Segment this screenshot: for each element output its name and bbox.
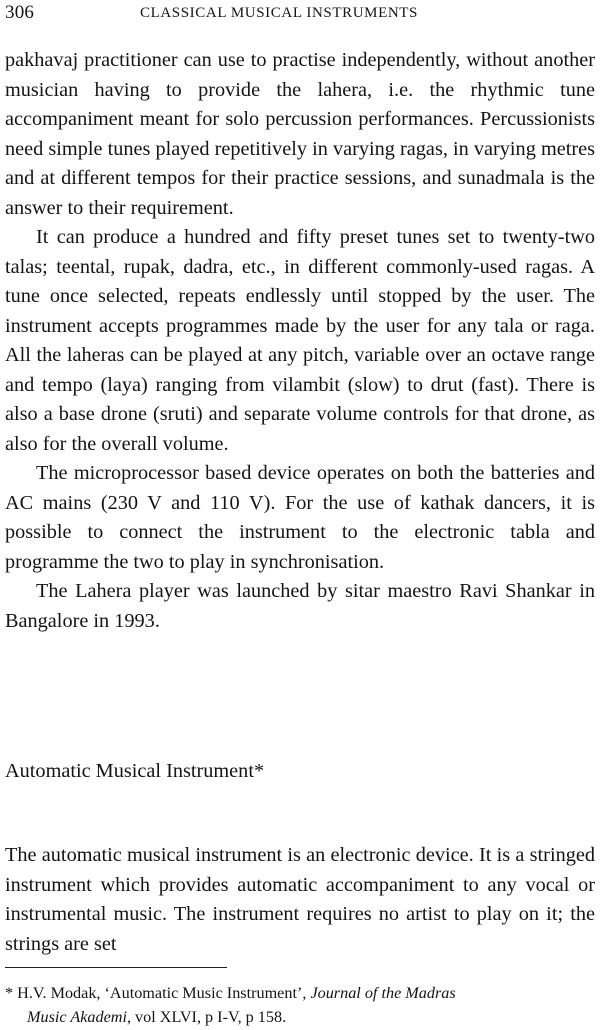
footnote [5, 982, 595, 1029]
body-text [5, 46, 595, 636]
paragraph-microprocessor: The microprocessor based device operates on both the batteries and AC mains (230 V and 110 V). For the use of kathak dancers, it is possible to connect the instrument to the electronic tabla and programme the two to play in synchronisation. [5, 462, 595, 573]
section-body [5, 841, 595, 959]
footnote-volume: , vol XLVI, p I-V, p 158. [126, 1007, 287, 1026]
section-heading: Automatic Musical Instrument* [5, 760, 265, 782]
footnote-line-1 [5, 982, 595, 1006]
paragraph-automatic-instrument: The automatic musical instrument is an electronic device. It is a stringed instrument which provides automatic accompaniment to any vocal or instrumental music. The instrument requires no artist to play on it; the strings are set [5, 844, 595, 955]
footnote-rule [5, 967, 227, 968]
paragraph-continuation: pakhavaj practitioner can use to practise independently, without another musician having to provide the lahera, i.e. the rhythmic tune accompaniment meant for solo percussion performances. Percussionists need simple tunes played repetitively in varying ragas, in varying metres and at different tempos for their practice sessions, and sunadmala is the answer to their requirement. [5, 49, 595, 219]
footnote-marker: * [5, 984, 14, 1002]
paragraph-launch: The Lahera player was launched by sitar maestro Ravi Shankar in Bangalore in 1993. [5, 580, 595, 632]
running-title: CLASSICAL MUSICAL INSTRUMENTS [140, 5, 418, 21]
page-number: 306 [5, 2, 35, 23]
footnote-journal-title: Journal of the Madras [310, 984, 456, 1002]
footnote-line-2 [5, 1006, 595, 1030]
paragraph-talas: It can produce a hundred and fifty preset tunes set to twenty-two talas; teental, rupak, dadra, etc., in different commonly-used ragas. A tune once selected, repeats endlessly until stopped by the user. The instrument accepts programmes made by the user for any tala or raga. All the laheras can be played at any pitch, variable over an octave range and tempo (laya) ranging from vilambit (slow) to drut (fast). There is also a base drone (sruti) and separate volume controls for that drone, as also for the overall volume. [5, 226, 595, 455]
running-head [0, 0, 600, 30]
footnote-journal-title-cont: Music Akademi [27, 1007, 127, 1026]
footnote-citation: H.V. Modak, ‘Automatic Music Instrument’, [17, 984, 307, 1002]
